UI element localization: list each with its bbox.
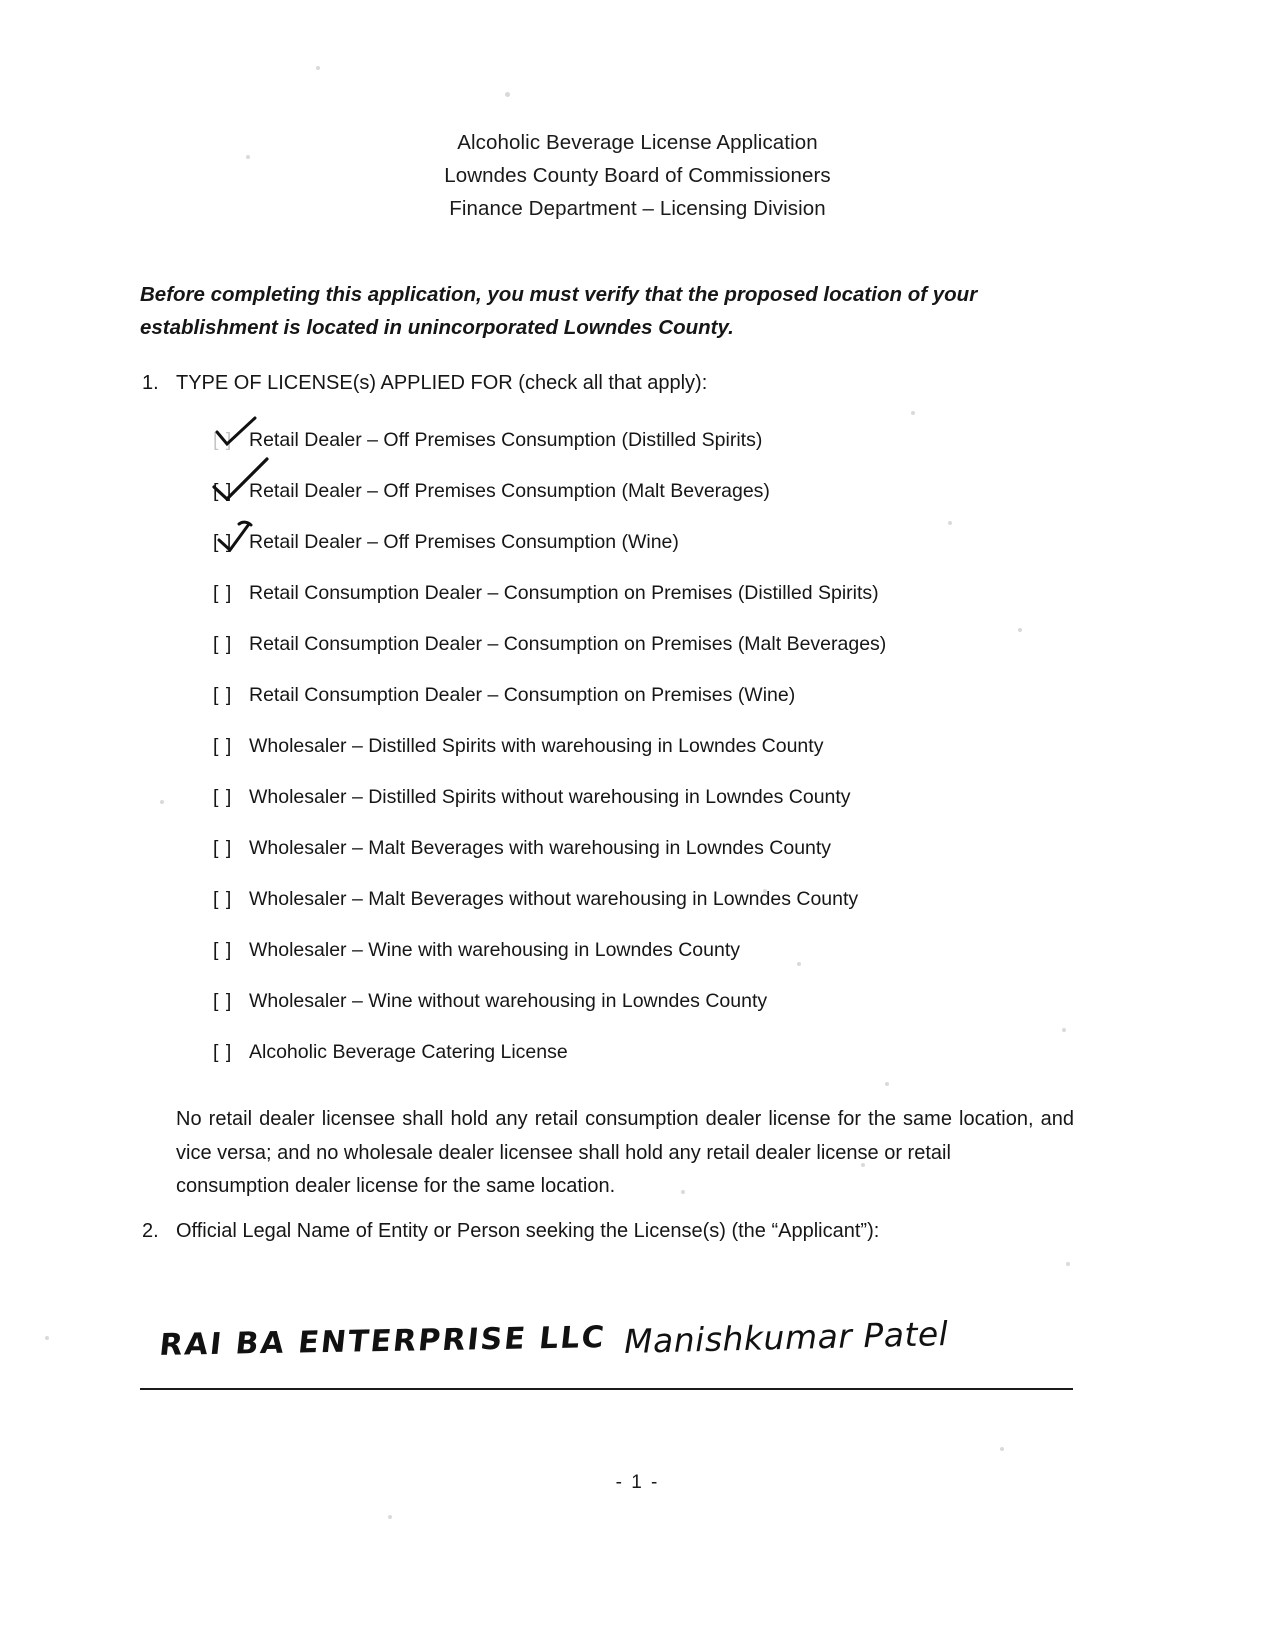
header-line-title: Alcoholic Beverage License Application (457, 131, 818, 154)
scan-speck (1066, 1262, 1070, 1266)
applicant-name-field[interactable] (140, 1314, 1073, 1390)
restriction-note (176, 1103, 1074, 1204)
scan-speck (45, 1336, 49, 1340)
checkbox-label: Retail Consumption Dealer – Consumption on Premises (Distilled Spirits) (249, 582, 879, 604)
checkbox-row-retail-consumption-wine[interactable] (213, 683, 1113, 734)
checkbox-catering-license[interactable]: [ ] (213, 1041, 233, 1063)
checkbox-label: Wholesaler – Malt Beverages without warehousing in Lowndes County (249, 888, 859, 910)
checkbox-label: Retail Dealer – Off Premises Consumption (Distilled Spirits) (249, 429, 763, 451)
header-line-department: Finance Department – Licensing Division (449, 197, 826, 220)
checkbox-row-retail-off-distilled-spirits[interactable] (213, 428, 1113, 479)
applicant-person-handwriting: Manishkumar Patel (623, 1314, 949, 1361)
checkbox-row-wholesaler-wine-with-warehousing[interactable] (213, 938, 1113, 989)
checkbox-consumption-distilled-spirits[interactable]: [ ] (213, 582, 233, 604)
document-header (0, 126, 1275, 225)
checkbox-row-retail-consumption-malt-beverages[interactable] (213, 632, 1113, 683)
section-1-text: TYPE OF LICENSE(s) APPLIED FOR (check all that apply): (176, 372, 708, 394)
checkbox-label: Wholesaler – Distilled Spirits without warehousing in Lowndes County (249, 786, 851, 808)
section-1-number: 1. (142, 372, 159, 394)
checkbox-label: Retail Consumption Dealer – Consumption on Premises (Wine) (249, 684, 796, 706)
applicant-entity-handwriting: RAI BA ENTERPRISE LLC (157, 1320, 608, 1363)
checkbox-row-wholesaler-distilled-with-warehousing[interactable] (213, 734, 1113, 785)
checkbox-wholesaler-wine-with[interactable]: [ ] (213, 939, 233, 961)
checkbox-wine-off[interactable]: [ ] (213, 531, 233, 553)
checkbox-label: Wholesaler – Wine without warehousing in Lowndes County (249, 990, 768, 1012)
checkbox-row-retail-consumption-distilled-spirits[interactable] (213, 581, 1113, 632)
checkbox-label: Wholesaler – Wine with warehousing in Lowndes County (249, 939, 741, 961)
checkbox-wholesaler-malt-with[interactable]: [ ] (213, 837, 233, 859)
checkbox-malt-beverages-off[interactable]: [ ] (213, 480, 233, 502)
checkbox-consumption-wine[interactable]: [ ] (213, 684, 233, 706)
scan-speck (316, 66, 320, 70)
checkbox-row-retail-off-malt-beverages[interactable] (213, 479, 1113, 530)
checkbox-wholesaler-distilled-without[interactable]: [ ] (213, 786, 233, 808)
answer-underline (140, 1388, 1073, 1390)
section-2-text: Official Legal Name of Entity or Person seeking the License(s) (the “Applicant”): (176, 1220, 880, 1242)
checkbox-row-wholesaler-malt-with-warehousing[interactable] (213, 836, 1113, 887)
header-line-agency: Lowndes County Board of Commissioners (444, 164, 831, 187)
intro-notice: Before completing this application, you must verify that the proposed location of your establishment is located in unincorporated Lowndes County. (140, 283, 978, 339)
scan-speck (911, 411, 915, 415)
checkbox-consumption-malt-beverages[interactable]: [ ] (213, 633, 233, 655)
checkbox-row-retail-off-wine[interactable] (213, 530, 1113, 581)
checkbox-label: Alcoholic Beverage Catering License (249, 1041, 568, 1063)
checkbox-label: Retail Consumption Dealer – Consumption on Premises (Malt Beverages) (249, 633, 887, 655)
scan-speck (505, 92, 510, 97)
checkbox-row-wholesaler-wine-without-warehousing[interactable] (213, 989, 1113, 1040)
scan-speck (1000, 1447, 1004, 1451)
restriction-note-last-line: consumption dealer license for the same location. (176, 1175, 616, 1197)
license-type-checklist (213, 428, 1113, 1091)
checkbox-row-wholesaler-malt-without-warehousing[interactable] (213, 887, 1113, 938)
checkbox-label: Wholesaler – Distilled Spirits with warehousing in Lowndes County (249, 735, 824, 757)
scan-speck (388, 1515, 392, 1519)
checkbox-wholesaler-wine-without[interactable]: [ ] (213, 990, 233, 1012)
checkbox-row-wholesaler-distilled-without-warehousing[interactable] (213, 785, 1113, 836)
checkbox-wholesaler-malt-without[interactable]: [ ] (213, 888, 233, 910)
checkbox-label: Retail Dealer – Off Premises Consumption (Wine) (249, 531, 679, 553)
section-2-number: 2. (142, 1220, 159, 1242)
checkbox-label: Retail Dealer – Off Premises Consumption (Malt Beverages) (249, 480, 770, 502)
page-footer: - 1 - (615, 1472, 660, 1493)
scan-speck (160, 800, 164, 804)
checkbox-wholesaler-distilled-with[interactable]: [ ] (213, 735, 233, 757)
checkbox-distilled-spirits-off[interactable]: [ ] (213, 429, 233, 451)
checkbox-label: Wholesaler – Malt Beverages with warehousing in Lowndes County (249, 837, 832, 859)
restriction-note-body: No retail dealer licensee shall hold any retail consumption dealer license for the same location, and vice versa; and no wholesale dealer licensee shall hold any retail dealer license or retail (176, 1108, 1074, 1164)
checkbox-row-catering-license[interactable] (213, 1040, 1113, 1091)
